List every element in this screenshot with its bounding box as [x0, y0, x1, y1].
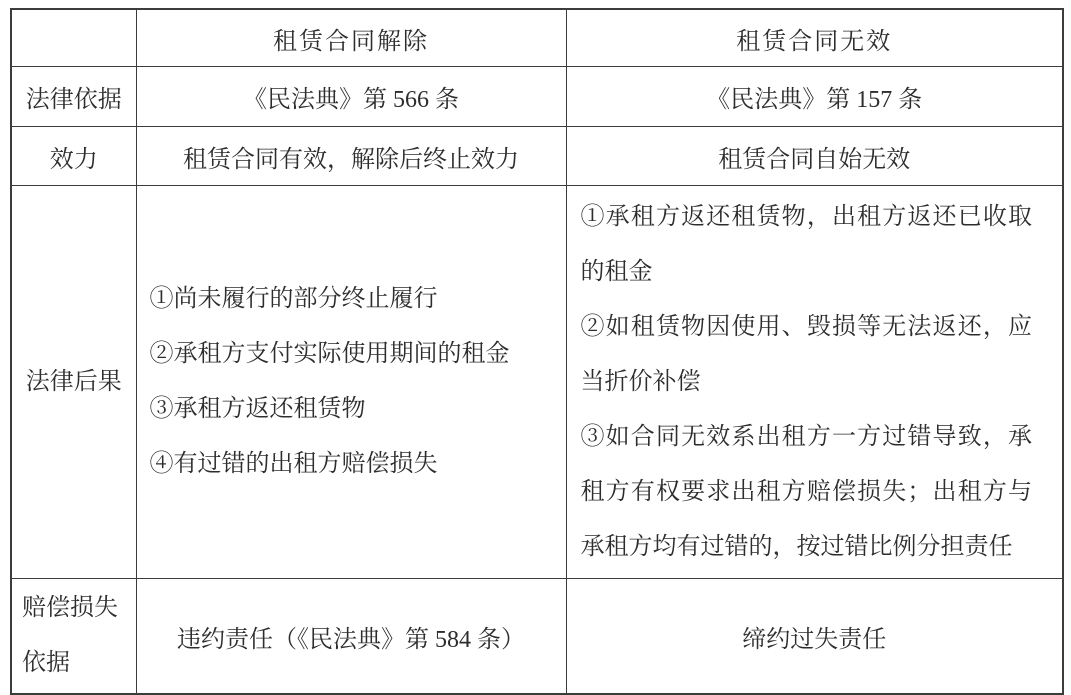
consequence-item: ③如合同无效系出租方一方过错导致，承租方有权要求出租方赔偿损失；出租方与承租方均有过错的，按过错比例分担责任 [580, 423, 1032, 560]
row-label-effect: 效力 [11, 127, 136, 186]
consequence-item: ④有过错的出租方赔偿损失 [149, 451, 438, 477]
row-damages-basis [11, 579, 1063, 695]
table-header-row [11, 9, 1063, 67]
consequence-item: ①尚未履行的部分终止履行 [149, 286, 438, 312]
cell-damages-basis-invalidity: 缔约过失责任 [566, 579, 1063, 695]
table-corner-cell [11, 9, 136, 67]
comparison-table [10, 8, 1064, 695]
row-effect [11, 127, 1063, 186]
cell-consequences-termination [136, 186, 566, 579]
col-header-invalidity: 租赁合同无效 [566, 9, 1063, 67]
row-label-consequences: 法律后果 [11, 186, 136, 579]
row-label-legal-basis: 法律依据 [11, 67, 136, 127]
consequence-item: ①承租方返还租赁物，出租方返还已收取的租金 [580, 203, 1032, 285]
cell-legal-basis-invalidity: 《民法典》第 157 条 [566, 67, 1063, 127]
row-legal-basis [11, 67, 1063, 127]
row-label-damages-basis: 赔偿损失依据 [11, 579, 136, 695]
cell-legal-basis-termination: 《民法典》第 566 条 [136, 67, 566, 127]
cell-effect-invalidity: 租赁合同自始无效 [566, 127, 1063, 186]
row-consequences [11, 186, 1063, 579]
cell-effect-termination: 租赁合同有效，解除后终止效力 [136, 127, 566, 186]
cell-consequences-invalidity [566, 186, 1063, 579]
cell-damages-basis-termination: 违约责任（《民法典》第 584 条） [136, 579, 566, 695]
consequence-item: ②如租赁物因使用、毁损等无法返还，应当折价补偿 [580, 313, 1032, 395]
consequence-item: ③承租方返还租赁物 [149, 396, 366, 422]
col-header-termination: 租赁合同解除 [136, 9, 566, 67]
consequence-item: ②承租方支付实际使用期间的租金 [149, 341, 510, 367]
